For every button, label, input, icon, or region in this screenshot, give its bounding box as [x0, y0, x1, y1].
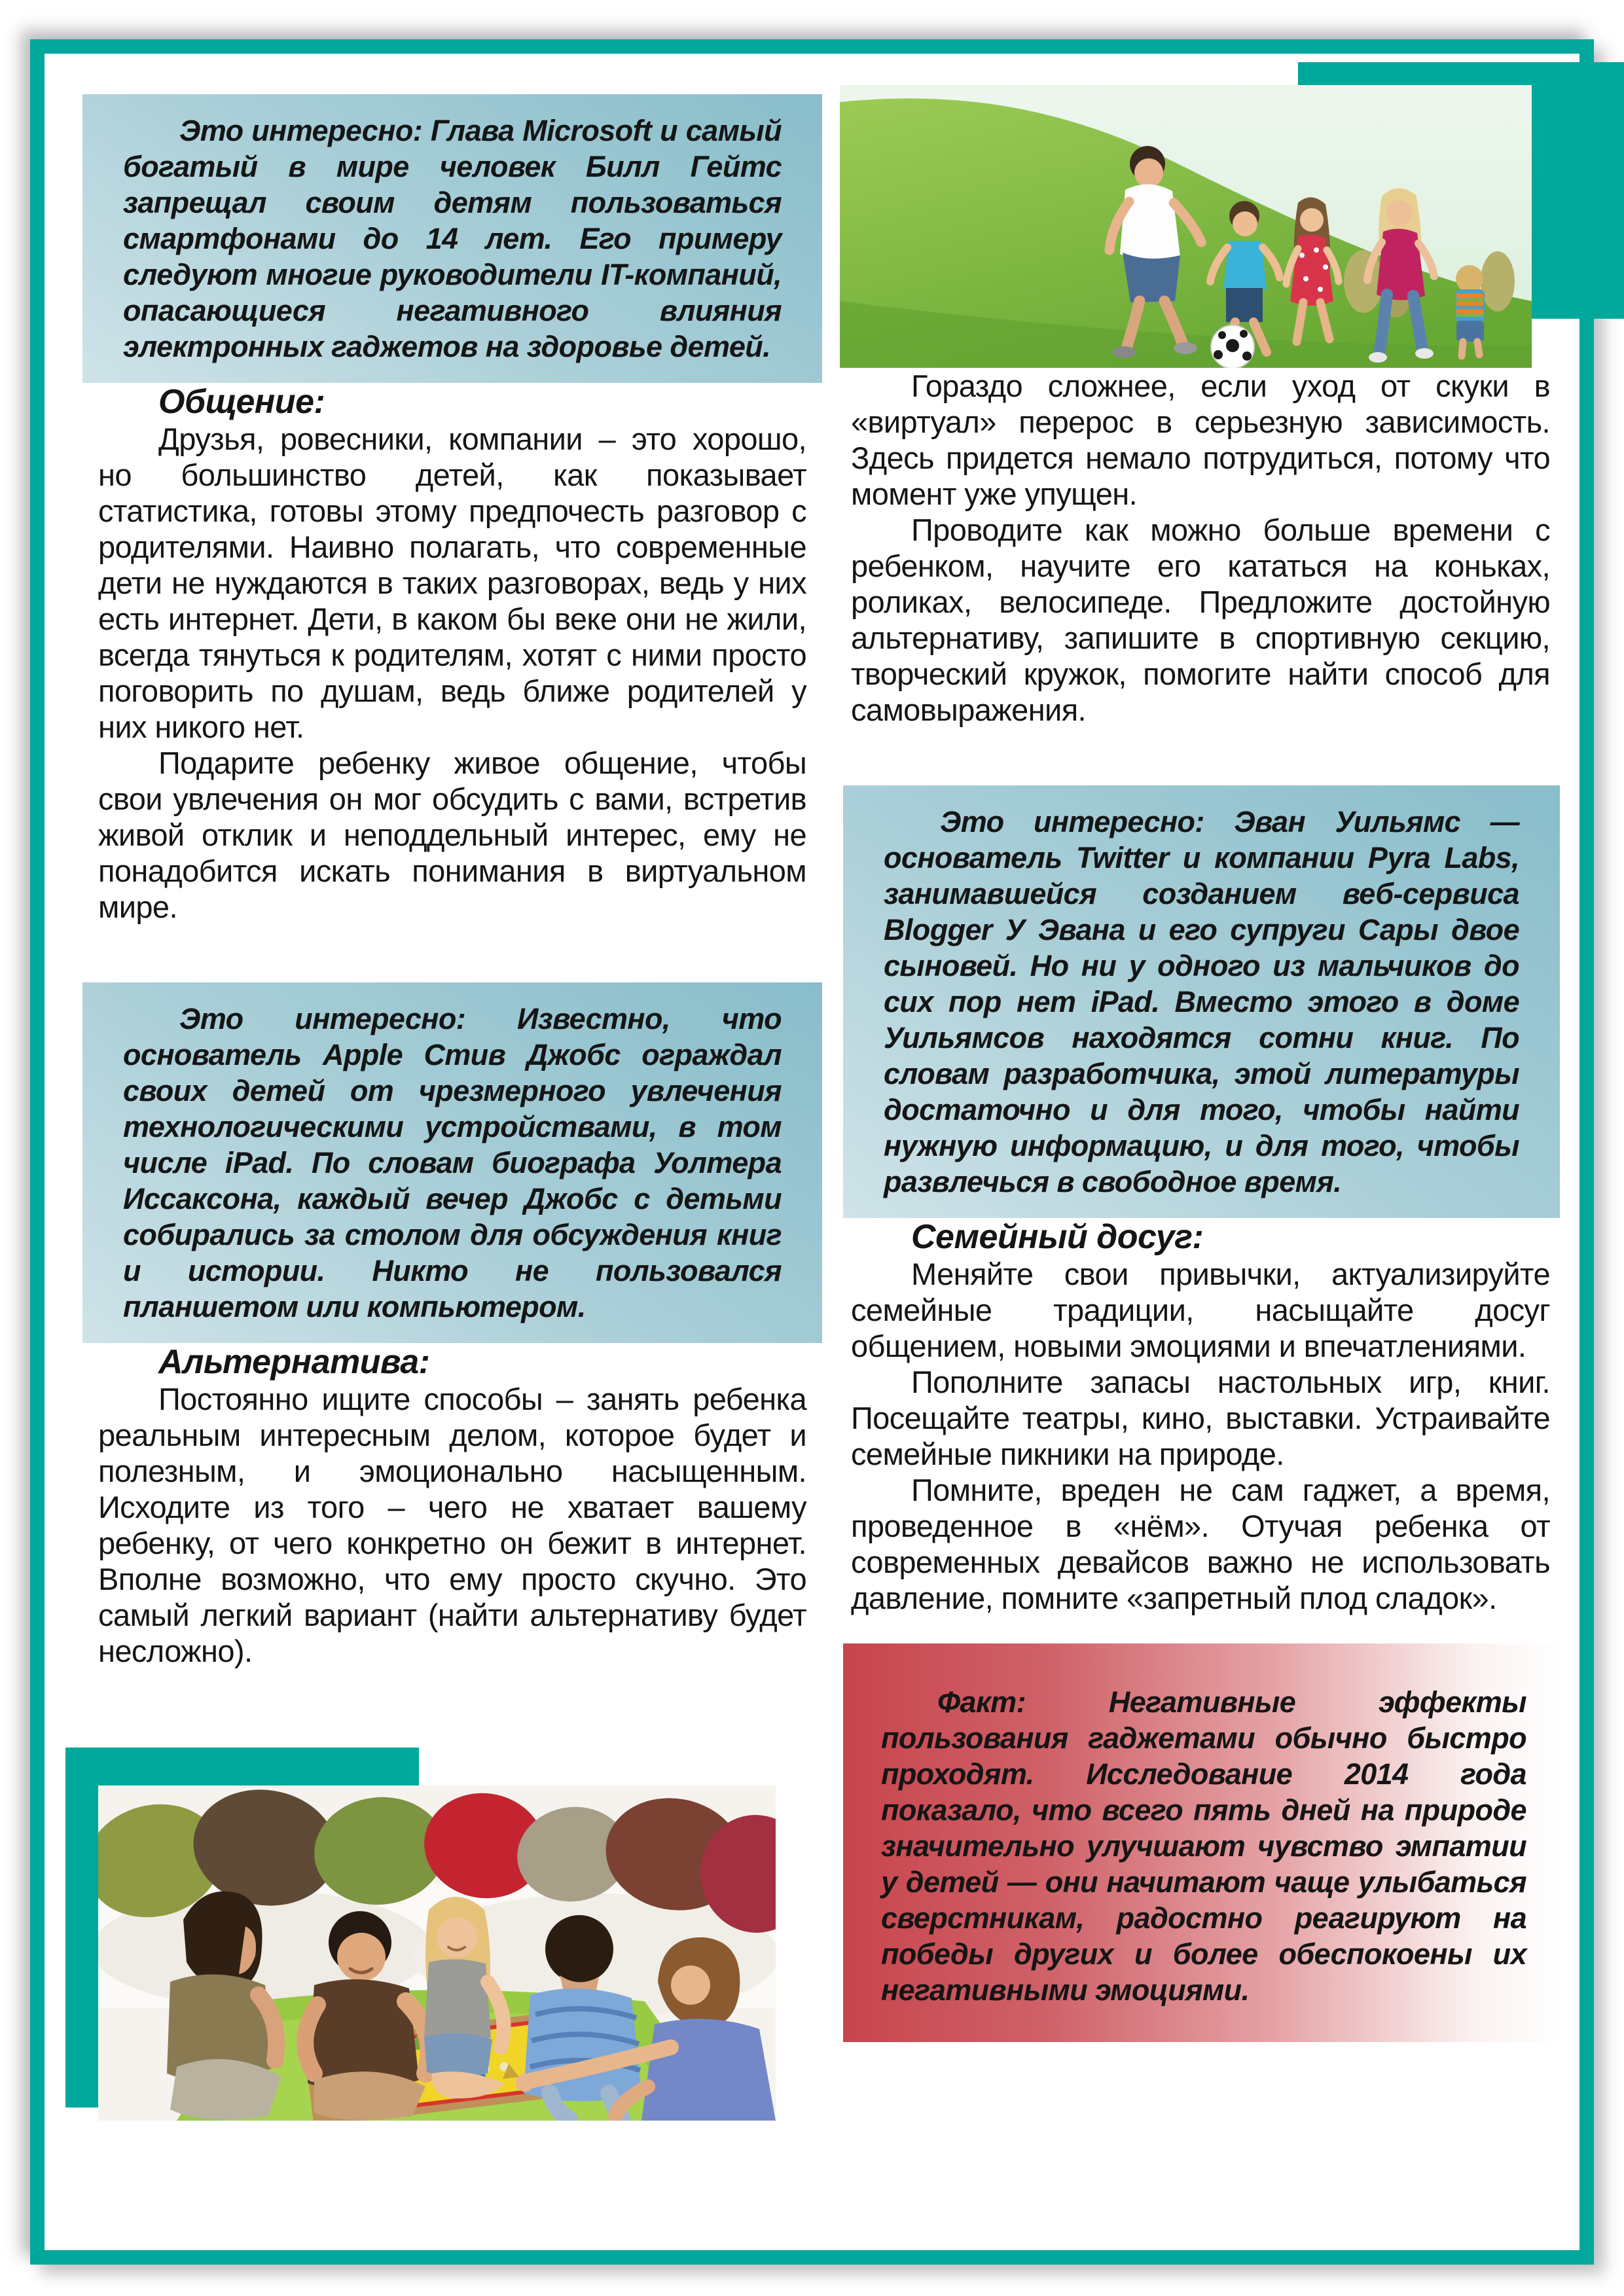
info-box-bill-gates: [82, 94, 822, 383]
paragraph-virtual-addiction: Гораздо сложнее, если уход от скуки в «виртуал» перерос в серьезную зависимость. Здесь придется немало потрудиться, потому что момент уже упущен.: [851, 368, 1550, 511]
paragraph-board-games: Пополните запасы настольных игр, книг. Посещайте театры, кино, выставки. Устраивайте семейные пикники на природе.: [851, 1365, 1550, 1471]
heading-alternativa: Альтернатива:: [158, 1343, 430, 1381]
left-column: [98, 94, 806, 2147]
football-photo: [840, 85, 1532, 368]
info-box-evan-williams: [843, 785, 1560, 1218]
paragraph-friends: Друзья, ровесники, компании – это хорошо, но большинство детей, как показывает статистика, готовы этому предпочесть разговор с родителями. Наивно полагать, что современные дети не нуждаются в таких разговорах, ведь у них есть интернет. Дети, в каком бы веке они не жили, всегда тянуться к родителям, хотят с ними просто поговорить по душам, ведь ближе родителей у них никого нет.: [98, 422, 806, 744]
info-box-steve-jobs-text: Это интересно: Известно, что основатель Apple Стив Джобс ограждал своих детей от чрезмерного увлечения технологическими устройствами, в том числе iPad. По словам биографа Уолтера Иссаксона, каждый вечер Джобс с детьми собирались за столом для обсуждения книг и истории. Никто не пользовался планшетом или компьютером.: [123, 1002, 782, 1323]
football-photo-svg: [840, 85, 1532, 368]
soccer-ball: [1211, 325, 1254, 368]
info-box-evan-williams-text: Это интересно: Эван Уильямс — основатель Twitter и компании Pyra Labs, занимавшейся созданием веб-сервиса Blogger У Эвана и его супруги Сары двое сыновей. Но ни у одного из мальчиков до сих пор нет iPad. Вместо этого в доме Уильямсов находятся сотни книг. По словам разработчика, этой литературы достаточно и для того, чтобы найти нужную информацию, и для того, чтобы развлечься в свободное время.: [884, 805, 1519, 1198]
info-box-steve-jobs: [82, 982, 822, 1343]
heading-family-leisure: Семейный досуг:: [911, 1218, 1204, 1256]
info-box-bill-gates-text: Это интересно: Глава Microsoft и самый богатый в мире человек Билл Гейтс запрещал своим детям пользоваться смартфонами до 14 лет. Его примеру следуют многие руководители IT-компаний, опасающиеся негативного влияния электронных гаджетов на здоровье детей.: [123, 114, 782, 363]
right-column: [851, 85, 1550, 2042]
board-game-photo: [98, 1785, 776, 2121]
paragraph-spend-time: Проводите как можно больше времени с ребенком, научите его кататься на коньках, роликах, велосипеде. Предложите достойную альтернативу, запишите в спортивную секцию, творческий кружок, помогите найти способ для самовыражения.: [851, 512, 1550, 727]
fact-box-text: Факт: Негативные эффекты пользования гаджетами обычно быстро проходят. Исследование 2014 года показало, что всего пять дней на природе значительно улучшают чувство эмпатии у детей — они начитают чаще улыбаться сверстникам, радостно реагируют на победы других и более обеспокоены их негативными эмоциями.: [881, 1685, 1526, 2007]
paragraph-change-habits: Меняйте свои привычки, актуализируйте семейные традиции, насыщайте досуг общением, новыми эмоциями и впечатлениями.: [851, 1257, 1550, 1363]
board-game-photo-block: [98, 1748, 808, 2147]
football-photo-block: [840, 85, 1566, 368]
paragraph-remember-gadget: Помните, вреден не сам гаджет, а время, проведенное в «нём». Отучая ребенка от современных девайсов важно не использовать давление, помните «запретный плод сладок».: [851, 1473, 1550, 1615]
paragraph-live-communication: Подарите ребенку живое общение, чтобы свои увлечения он мог обсудить с вами, встретив живой отклик и неподдельный интерес, ему не понадобится искать понимания в виртуальном мире.: [98, 745, 806, 924]
paragraph-alternative: Постоянно ищите способы – занять ребенка реальным интересным делом, которое будет и полезным, и эмоционально насыщенным. Исходите из того – чего не хватает вашему ребенку, от чего конкретно он бежит в интернет. Вполне возможно, что ему просто скучно. Это самый легкий вариант (найти альтернативу будет несложно).: [98, 1382, 806, 1668]
fact-box: [843, 1643, 1564, 2042]
heading-obshchenie: Общение:: [158, 383, 325, 421]
board-game-photo-svg: [98, 1785, 776, 2121]
